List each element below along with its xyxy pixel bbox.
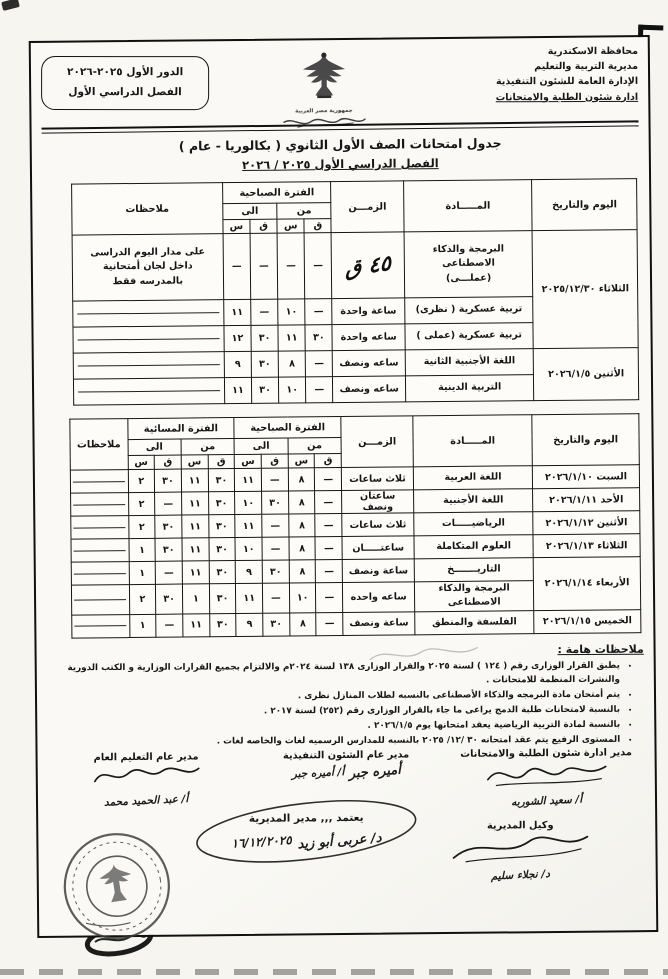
time-cell: — bbox=[251, 299, 278, 325]
time-cell: ١١ bbox=[278, 325, 305, 351]
day-date-cell: الأثنين ٢٠٢٦/١/١٢ bbox=[533, 511, 640, 535]
col-header-to: الى bbox=[128, 439, 182, 456]
time-cell: — bbox=[304, 233, 332, 299]
day-date-cell: الأثنين ٢٠٢٦/١/٥ bbox=[534, 348, 639, 401]
page-border bbox=[29, 35, 659, 938]
time-cell: — bbox=[262, 583, 289, 613]
time-cell: ١٠ bbox=[279, 377, 306, 403]
duration-cell: ساعه واحده bbox=[343, 582, 415, 612]
time-cell: ٢ bbox=[128, 469, 155, 492]
signature-title: مدير عام التعليم العام bbox=[93, 751, 199, 764]
empty-note-dash bbox=[77, 312, 219, 314]
faint-pen-scrawl bbox=[364, 639, 484, 670]
time-cell: ٣٠ bbox=[251, 377, 278, 403]
subject-cell: التاريـــــــخ bbox=[414, 558, 533, 582]
empty-note-dash bbox=[74, 625, 126, 627]
note-item: • بالنسبة لمادة التربية الرياضية يعقد امتحانها يوم ٢٠٢٦/١/٥ . bbox=[47, 718, 620, 735]
notes-cell bbox=[72, 614, 130, 638]
time-cell: — bbox=[156, 614, 183, 637]
empty-note-dash bbox=[78, 364, 220, 366]
col-header-minutes: ق bbox=[315, 454, 342, 468]
col-header-minutes: ق bbox=[154, 455, 181, 469]
time-cell: ٢ bbox=[128, 515, 155, 538]
signature-name: أ/ أميره جبر bbox=[291, 766, 345, 781]
empty-note-dash bbox=[73, 504, 125, 506]
time-cell: — bbox=[306, 377, 333, 403]
time-cell: — bbox=[262, 537, 289, 560]
notes-cell bbox=[71, 562, 129, 586]
time-cell: ٣٠ bbox=[155, 469, 182, 492]
time-cell: — bbox=[316, 583, 343, 613]
time-cell: ٣٠ bbox=[208, 492, 235, 515]
time-cell: ٣٠ bbox=[262, 560, 289, 583]
time-cell: ١ bbox=[129, 614, 156, 637]
col-header-minutes: ق bbox=[304, 219, 331, 233]
time-cell: ١١ bbox=[183, 614, 210, 637]
handwritten-duration: ٤٥ ق bbox=[344, 250, 392, 281]
notes-list bbox=[47, 659, 630, 750]
duration-cell: ساعه واحدة bbox=[332, 324, 405, 351]
col-header-notes: ملاحظات bbox=[70, 419, 128, 471]
time-cell: — bbox=[155, 561, 182, 584]
time-cell: — bbox=[155, 492, 182, 515]
duration-cell bbox=[331, 232, 404, 299]
time-cell: ٣٠ bbox=[251, 325, 278, 351]
time-cell: ١١ bbox=[181, 492, 208, 515]
subject-cell: العلوم المتكاملة bbox=[414, 535, 533, 559]
time-cell: ٣٠ bbox=[155, 515, 182, 538]
term-info-box bbox=[41, 56, 209, 110]
duration-cell: ساعه ونصف bbox=[333, 376, 406, 403]
time-cell: ١١ bbox=[182, 561, 209, 584]
time-cell: — bbox=[277, 233, 305, 299]
col-header-minutes: ق bbox=[250, 219, 277, 233]
notes-cell bbox=[70, 470, 128, 494]
col-header-day: اليوم والتاريخ bbox=[532, 414, 639, 466]
notes-heading: ملاحظات هامة : bbox=[557, 642, 644, 656]
empty-note-dash bbox=[74, 573, 126, 575]
term-semester-label: الفصل الدراسي الأول bbox=[68, 85, 182, 99]
time-cell: ١١ bbox=[224, 377, 251, 403]
exam-table-first-week bbox=[71, 178, 639, 405]
notes-cell bbox=[71, 539, 129, 563]
col-header-hours: س bbox=[235, 454, 262, 468]
time-cell: ١٠ bbox=[235, 537, 262, 560]
time-cell: — bbox=[315, 514, 342, 537]
signature-title: مدير عام الشئون التنفيذية bbox=[282, 749, 410, 762]
time-cell: — bbox=[315, 468, 342, 491]
col-header-from: من bbox=[288, 438, 342, 455]
col-header-day: اليوم والتاريخ bbox=[532, 179, 637, 231]
time-cell: ٣٠ bbox=[208, 469, 235, 492]
time-cell: ٩ bbox=[236, 613, 263, 636]
time-cell: ١١ bbox=[181, 469, 208, 492]
time-cell: ٣٠ bbox=[262, 491, 289, 514]
col-header-hours: س bbox=[181, 455, 208, 469]
time-cell: ٣٠ bbox=[305, 325, 332, 351]
signature-deputy bbox=[425, 820, 616, 884]
duration-cell: ساعة ونصف bbox=[342, 559, 414, 583]
col-header-evening-period: الفترة المسائية bbox=[127, 418, 234, 440]
time-cell: ٩ bbox=[224, 351, 251, 377]
time-cell: ١١ bbox=[224, 299, 251, 325]
time-cell: ٣٠ bbox=[263, 613, 290, 636]
exam-row bbox=[73, 348, 638, 379]
duration-cell: ثلاث ساعات bbox=[341, 467, 413, 491]
signature-scribble bbox=[481, 759, 611, 790]
signatures-block bbox=[48, 747, 647, 941]
approval-oval-stroke bbox=[188, 797, 425, 865]
notes-cell bbox=[73, 352, 224, 379]
time-cell: ١١ bbox=[182, 515, 209, 538]
notes-cell bbox=[71, 493, 129, 517]
time-cell: ٨ bbox=[289, 537, 316, 560]
eagle-icon bbox=[295, 48, 352, 105]
scan-artifact-top-left bbox=[1, 0, 20, 11]
duration-cell: ساعتان ونصف bbox=[342, 490, 414, 514]
schedule-title: جدول امتحانات الصف الأول الثانوي ( بكالوريا - عام ) bbox=[178, 135, 502, 154]
time-cell: ٨ bbox=[278, 351, 305, 377]
col-header-to: الى bbox=[223, 203, 277, 220]
note-item: • بالنسبة لامتحانات طلبة الدمج يراعى ما جاء بالقرار الوزارى رقم (٢٥٢) لسنة ٢٠١٧ . bbox=[47, 703, 620, 720]
time-cell: ١١ bbox=[235, 514, 262, 537]
time-cell: ٣٠ bbox=[209, 538, 236, 561]
col-header-duration: الزمـــن bbox=[341, 416, 413, 468]
time-cell: ٨ bbox=[289, 560, 316, 583]
col-header-hours: س bbox=[277, 219, 304, 233]
note-item: • يتم أمتحان مادة البرمجه والذكاء الأصطناعى بالنسبه لطلاب المنازل نظرى . bbox=[47, 688, 620, 705]
notes-cell: على مدار اليوم الدراسى داخل لجان أمتحانية بالمدرسه فقط bbox=[72, 234, 223, 301]
duration-cell: ساعة واحدة bbox=[332, 298, 405, 325]
org-line-directorate: مديرية التربية والتعليم bbox=[534, 61, 639, 73]
subject-cell: الفلسفة والمنطق bbox=[415, 610, 534, 634]
day-date-cell: الأحد ٢٠٢٦/١/١١ bbox=[533, 488, 640, 512]
time-cell: — bbox=[315, 537, 342, 560]
time-cell: — bbox=[250, 233, 278, 299]
empty-note-dash bbox=[73, 527, 125, 529]
time-cell: ٢ bbox=[128, 492, 155, 515]
subject-cell: تربية عسكرية (عملى ) bbox=[405, 323, 534, 350]
col-header-notes: ملاحظات bbox=[72, 183, 223, 235]
col-header-morning-period: الفترة الصباحية bbox=[222, 182, 331, 204]
notes-cell bbox=[73, 378, 224, 405]
signature-name: د/ نجلاء سليم bbox=[490, 868, 551, 883]
signature-name: أ/ عبد الحميد محمد bbox=[104, 793, 189, 809]
duration-cell: ساعة ونصف bbox=[343, 612, 415, 636]
time-cell: ٣٠ bbox=[208, 515, 235, 538]
signature-title: مدير ادارة شئون الطلبة والامتحانات bbox=[460, 747, 632, 761]
signature-scribble bbox=[445, 831, 595, 864]
approval-handwritten-name: د/ عربى أبو زيد bbox=[296, 830, 382, 853]
empty-note-dash bbox=[74, 599, 126, 601]
time-cell: — bbox=[315, 491, 342, 514]
time-cell: ٨ bbox=[289, 514, 316, 537]
time-cell: — bbox=[305, 299, 332, 325]
notes-cell bbox=[71, 585, 129, 615]
time-cell: ٣٠ bbox=[209, 613, 236, 636]
time-cell: ١١ bbox=[182, 538, 209, 561]
exam-row bbox=[72, 609, 641, 637]
time-cell: ٣٠ bbox=[155, 538, 182, 561]
handwritten-signature: أميره جبر bbox=[348, 762, 402, 782]
time-cell: ١٢ bbox=[224, 325, 251, 351]
subject-cell: اللغة الأجنبية bbox=[414, 489, 533, 513]
time-cell: ٣٠ bbox=[209, 561, 236, 584]
subject-cell: التربية الدينية bbox=[405, 375, 534, 402]
subject-cell: اللغة العربية bbox=[413, 466, 532, 490]
time-cell: — bbox=[262, 514, 289, 537]
time-cell: — bbox=[305, 351, 332, 377]
org-line-exams-admin: ادارة شئون الطلبة والامتحانات bbox=[495, 91, 639, 103]
scan-artifact-bottom-edge bbox=[0, 969, 668, 975]
time-cell: ١١ bbox=[235, 468, 262, 491]
term-round-label: الدور الأول ٢٠٢٥-٢٠٢٦ bbox=[67, 66, 184, 79]
day-date-cell: الثلاثاء ٢٠٢٦/١/١٣ bbox=[533, 534, 640, 558]
time-cell: ١٠ bbox=[278, 299, 305, 325]
time-cell: — bbox=[223, 233, 251, 299]
signature-exams-director bbox=[448, 747, 646, 809]
org-line-general-admin: الإدارة العامة للشئون التنفيذية bbox=[496, 76, 639, 88]
col-header-subject: المـــــادة bbox=[413, 415, 533, 467]
time-cell: ٨ bbox=[289, 613, 316, 636]
time-cell: — bbox=[316, 560, 343, 583]
time-cell: ٢ bbox=[129, 584, 156, 614]
time-cell: ١١ bbox=[236, 583, 263, 613]
notes-cell bbox=[73, 300, 224, 327]
time-cell: — bbox=[261, 468, 288, 491]
col-header-from: من bbox=[277, 203, 331, 220]
time-cell: ١ bbox=[129, 538, 156, 561]
exam-row bbox=[72, 230, 638, 301]
official-round-stamp bbox=[53, 823, 180, 950]
org-line-governorate: محافظة الاسكندرية bbox=[547, 45, 639, 58]
notes-cell bbox=[73, 326, 224, 353]
time-cell: ٣٠ bbox=[209, 584, 236, 614]
time-cell: — bbox=[316, 612, 343, 635]
document-header bbox=[41, 43, 639, 125]
duration-cell: ساعتـــــان bbox=[342, 536, 414, 560]
schedule-subtitle: الفصل الدراسي الأول ٢٠٢٥ / ٢٠٢٦ bbox=[242, 156, 439, 172]
organization-block bbox=[438, 44, 638, 105]
time-cell: ٨ bbox=[288, 468, 315, 491]
signature-name: أ/ سعيد الشوربه bbox=[510, 793, 583, 809]
col-header-subject: المـــــادة bbox=[403, 180, 532, 232]
col-header-to: الى bbox=[234, 438, 288, 455]
approval-handwritten-date: ١٦/١٢/٢٠٢٥ bbox=[231, 833, 293, 851]
approval-label: يعتمد ,,, مدير المديرية bbox=[248, 811, 364, 826]
note-item: • المستوى الرفيع يتم عقد امتحانه ٣٠ /١٢/ ٢٠٢٥ بالنسبه للمدارس الرسميه لغات والخاصه لغات . bbox=[47, 733, 620, 750]
col-header-from: من bbox=[181, 439, 235, 456]
exam-row bbox=[71, 557, 640, 585]
subject-cell: اللغة الأجنبية الثانية bbox=[405, 349, 534, 376]
time-cell: ٩ bbox=[236, 560, 263, 583]
col-header-minutes: ق bbox=[261, 454, 288, 468]
time-cell: ١ bbox=[182, 584, 209, 614]
signature-title: وكيل المديرية bbox=[486, 820, 554, 832]
col-header-duration: الزمـــن bbox=[331, 181, 404, 233]
empty-note-dash bbox=[78, 338, 220, 340]
time-cell: ١٠ bbox=[289, 583, 316, 613]
empty-note-dash bbox=[74, 550, 126, 552]
col-header-minutes: ق bbox=[208, 455, 235, 469]
approval-block bbox=[206, 812, 406, 851]
time-cell: ٨ bbox=[288, 491, 315, 514]
day-date-cell: الخميس ٢٠٢٦/١/١٥ bbox=[534, 609, 641, 633]
signature-scribble bbox=[86, 762, 206, 789]
emblem-caption: جمهورية مصر العربية bbox=[295, 107, 353, 115]
day-date-cell: الأربعاء ٢٠٢٦/١/١٤ bbox=[533, 557, 640, 611]
time-cell: ١ bbox=[129, 561, 156, 584]
empty-note-dash bbox=[73, 481, 125, 483]
exam-table-main-week bbox=[69, 413, 641, 638]
duration-cell: ساعه ونصف bbox=[333, 350, 406, 377]
time-cell: ٣٠ bbox=[251, 351, 278, 377]
day-date-cell: الثلاثاء ٢٠٢٥/١٢/٣٠ bbox=[533, 230, 639, 349]
note-item: • يطبق القرار الوزارى رقم ( ١٢٤ ) لسنة ٢٠٢٥ والقرار الوزارى ١٣٨ لسنة ٢٠٢٤م والالتزام بجميع القرارات الوزارية و الكتب الدورية والنشرات المنظمة للامتحانات . bbox=[47, 659, 620, 690]
subject-cell: تربية عسكرية ( نظرى) bbox=[404, 297, 533, 324]
notes-cell bbox=[71, 516, 129, 540]
duration-cell: ثلاث ساعات bbox=[342, 513, 414, 537]
subject-cell: الرياضيـــــات bbox=[414, 512, 533, 536]
col-header-hours: س bbox=[288, 454, 315, 468]
general-notes-section bbox=[47, 642, 644, 749]
egypt-eagle-emblem bbox=[253, 48, 394, 135]
time-cell: ٣٠ bbox=[156, 584, 183, 614]
col-header-hours: س bbox=[223, 219, 250, 233]
subject-cell: البرمجة والذكاء الاصطناعى bbox=[414, 581, 533, 612]
col-header-morning-period: الفترة الصباحية bbox=[234, 417, 341, 439]
subject-cell: البرمجة والذكاء الاصطناعى (عملـــى) bbox=[404, 231, 533, 298]
time-cell: ١٠ bbox=[235, 491, 262, 514]
col-header-hours: س bbox=[128, 455, 155, 469]
day-date-cell: السبت ٢٠٢٦/١/١٠ bbox=[532, 465, 639, 489]
empty-note-dash bbox=[78, 390, 220, 392]
